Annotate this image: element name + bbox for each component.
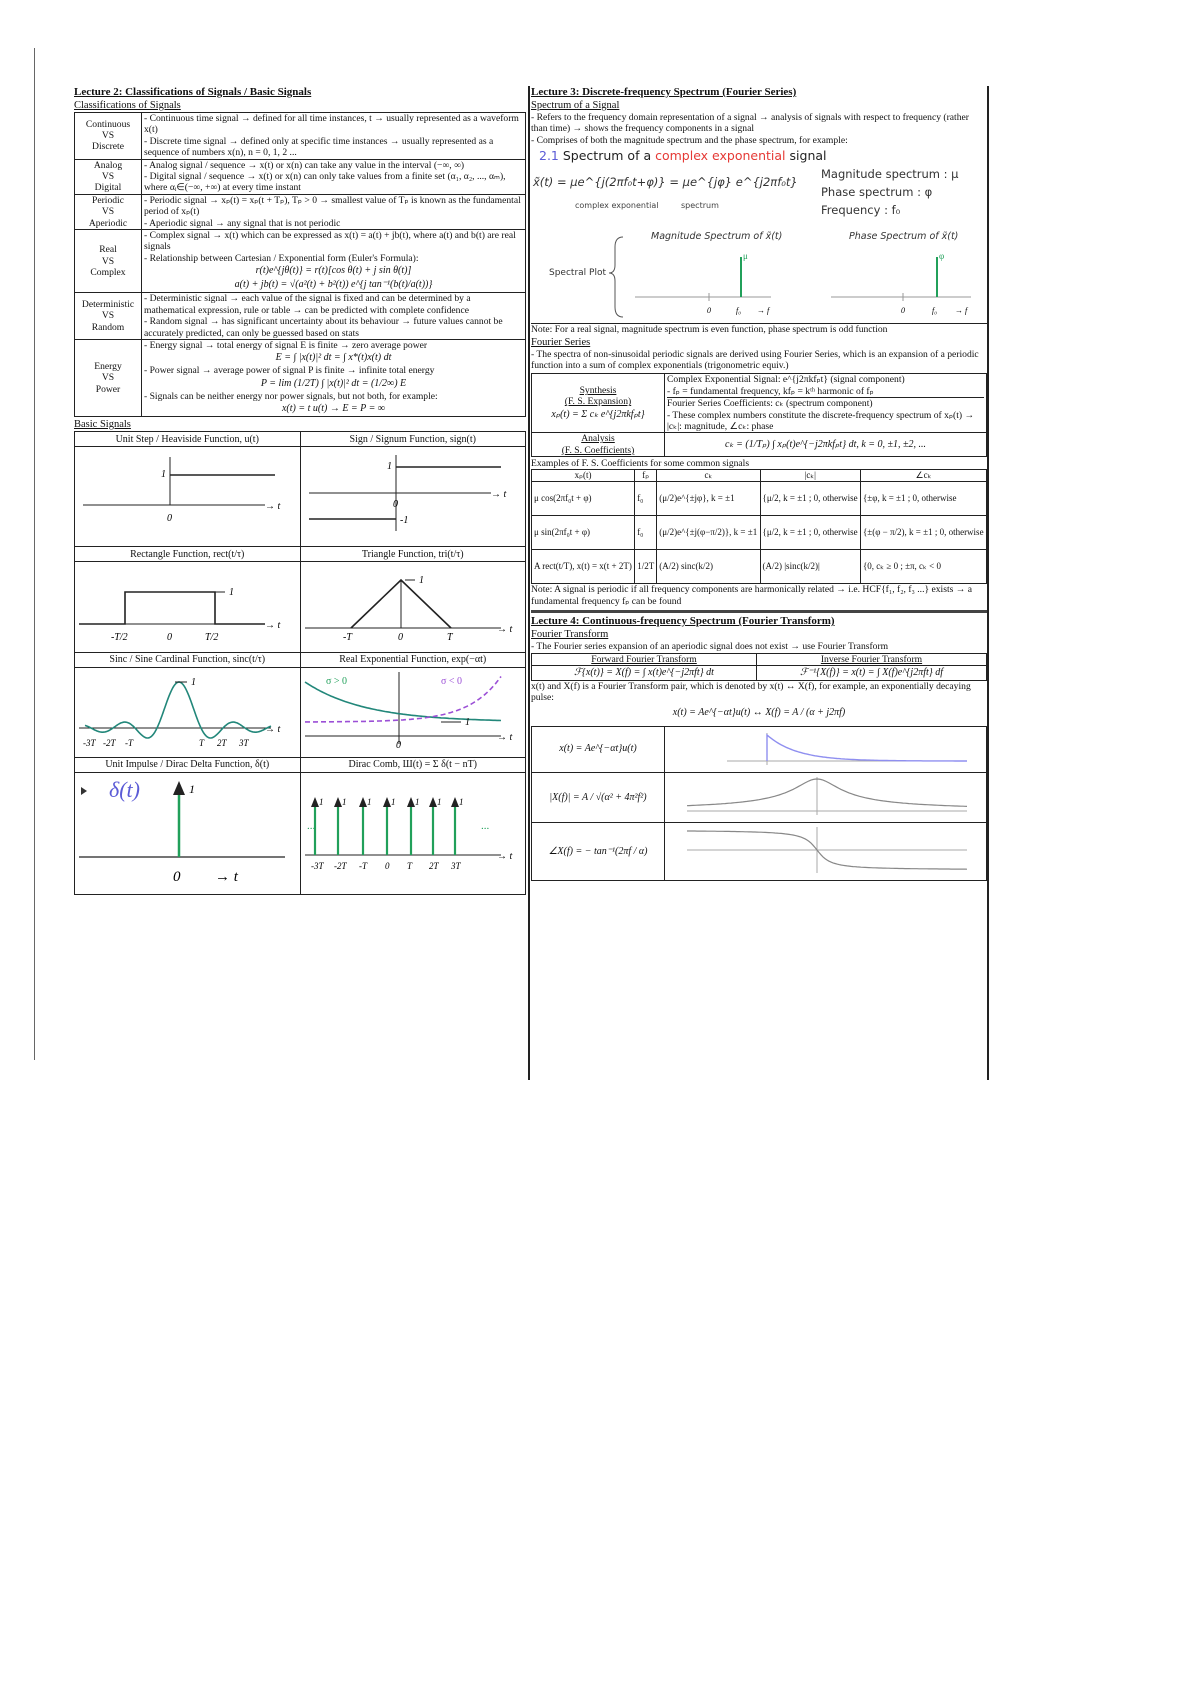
- euler-formula: r(t)e^{jθ(t)} = r(t)[cos θ(t) + j sin θ(t)]: [255, 265, 412, 277]
- spectrum-line: - Comprises of both the magnitude spectrum and the phase spectrum, for example:: [531, 134, 848, 146]
- energy-formula: E = ∫ |x(t)|² dt = ∫ x*(t)x(t) dt: [275, 352, 392, 364]
- svg-text:0: 0: [167, 632, 172, 644]
- lecture2-title: Lecture 2: Classifications of Signals / Basic Signals: [74, 86, 312, 98]
- svg-text:3T: 3T: [450, 860, 461, 871]
- analysis-formula: cₖ = (1/Tₚ) ∫ xₚ(t)e^{−j2πkfₚt} dt, k = 0, ±1, ±2, ...: [665, 433, 987, 456]
- table-row: |X(f)| = A / √(α² + 4π²f²): [532, 772, 987, 822]
- plot-caption: Dirac Comb, Ш(t) = Σ δ(t − nT): [300, 757, 526, 772]
- svg-text:-1: -1: [399, 515, 408, 527]
- svg-text:→ f: → f: [955, 306, 968, 316]
- inverse-ft-formula: ℱ⁻¹{X(f)} = x(t) = ∫ X(f)e^{j2πft} df: [757, 665, 987, 680]
- synthesis-formula: xₚ(t) = Σ cₖ e^{j2πkfₚt}: [551, 408, 645, 420]
- svg-text:Magnitude Spectrum of x̃(t): Magnitude Spectrum of x̃(t): [651, 231, 783, 243]
- delta-plot: [75, 772, 301, 894]
- left-column: [74, 86, 526, 895]
- row-content: - Analog signal / sequence → x(t) or x(n) can take any value in the interval (−∞, ∞) - Digital signal / sequence → x(t) or x(n) can only take values from a finite set (α₁, α₂, ..., αₘ), where αᵢ∈(−∞, +∞) at every time instant: [142, 159, 526, 194]
- comb-weight: 1: [436, 796, 441, 807]
- row-label: Energy VS Power: [75, 339, 142, 416]
- svg-text:0: 0: [384, 860, 389, 871]
- svg-text:1: 1: [229, 587, 234, 599]
- classifications-heading: Classifications of Signals: [74, 100, 181, 111]
- pulse-time-plot: [665, 726, 987, 772]
- svg-text:0: 0: [173, 868, 181, 885]
- comb-weight: 1: [390, 796, 395, 807]
- row-label: Real VS Complex: [75, 230, 142, 293]
- svg-text:1: 1: [386, 461, 392, 473]
- svg-text:1: 1: [161, 469, 166, 481]
- comb-arrow: [429, 797, 437, 807]
- unit-step-plot: [75, 447, 301, 547]
- comb-weight: 1: [458, 796, 463, 807]
- svg-text:T: T: [406, 860, 412, 871]
- spectrum-heading: Spectrum of a Signal: [531, 100, 620, 111]
- fs-examples-table: [531, 469, 987, 584]
- row-label: Analog VS Digital: [75, 159, 142, 194]
- svg-text:0: 0: [395, 739, 401, 751]
- plot-caption: Sinc / Sine Cardinal Function, sinc(t/τ): [75, 652, 301, 667]
- sinc-plot: [75, 667, 301, 757]
- lecture3-title: Lecture 3: Discrete-frequency Spectrum (Fourier Series): [531, 86, 797, 98]
- lecture4-title: Lecture 4: Continuous-frequency Spectrum (Fourier Transform): [531, 615, 835, 628]
- spectrum-legend: Magnitude spectrum : μ Phase spectrum : φ Frequency : f₀: [821, 167, 959, 218]
- fourier-series-line: - The spectra of non-sinusoidal periodic signals are derived using Fourier Series, which is an expansion of a periodic function into a sum of complex exponentials (trigonometric equiv.): [531, 348, 979, 372]
- note-periodic: Note: A signal is periodic if all frequency components are harmonically related → i.e. HCF{f₁, f₂, f₃ ...} exists → a fundamental frequency fₚ can be found: [531, 584, 972, 607]
- row-content: - Deterministic signal → each value of the signal is fixed and can be determined by a mathematical expression, rule or table → can be predicted with complete confidence - Random signal → has significant uncertainty about its behaviour → future values cannot be accurately predicted, can only be guessed based on stats: [142, 293, 526, 340]
- svg-text:-T: -T: [358, 860, 367, 871]
- svg-text:→ t: → t: [265, 501, 281, 513]
- comb-arrow: [359, 797, 367, 807]
- svg-text:1: 1: [464, 716, 470, 728]
- plot-caption: Real Exponential Function, exp(−αt): [300, 652, 526, 667]
- ft-pair-formula: x(t) = Ae^{−αt}u(t) ↔ X(f) = A / (α + j2πf): [672, 706, 846, 718]
- svg-text:-T: -T: [342, 632, 352, 644]
- svg-text:→ t: → t: [496, 731, 512, 743]
- spectral-plot-block: [531, 227, 987, 323]
- note-real-signal: Note: For a real signal, magnitude spectrum is even function, phase spectrum is odd function: [531, 323, 987, 335]
- svg-text:1: 1: [191, 676, 196, 688]
- svg-text:-2T: -2T: [103, 737, 116, 748]
- basic-signals-heading: Basic Signals: [74, 419, 131, 431]
- right-column: [531, 86, 987, 881]
- subsection-2-1: 2.1 Spectrum of a complex exponential signal: [539, 148, 827, 164]
- table-row: Synthesis (F. S. Expansion) xₚ(t) = Σ cₖ e^{j2πkfₚt} Complex Exponential Signal: e^{j2πkfₚt} (signal component) - fₚ = fundamental frequency, kfₚ = kᵗʰ harmonic of fₚ Fourier Series Coefficients: cₖ (spectrum component) - These complex numbers constitute the discrete-frequency spectrum of xₚ(t) → |cₖ|: magnitude, ∠cₖ: phase: [532, 374, 987, 433]
- comb-arrow: [383, 797, 391, 807]
- svg-text:T: T: [199, 737, 205, 748]
- column-divider: [528, 86, 530, 1080]
- complex-exp-block: x̃(t) = μe^{j(2πf₀t+φ)} = μe^{jφ} e^{j2πf₀t} complex exponential spectrum Magnitude spectrum : μ Phase spectrum : φ Frequency : f₀: [533, 167, 959, 218]
- svg-text:0: 0: [707, 306, 711, 316]
- triangle-plot: [300, 562, 526, 652]
- plot-caption: Sign / Signum Function, sign(t): [300, 432, 526, 447]
- svg-text:...: ...: [306, 819, 315, 832]
- svg-text:-3T: -3T: [310, 860, 324, 871]
- svg-text:→ t: → t: [490, 489, 506, 501]
- page-edge-line: [34, 48, 35, 1060]
- svg-text:0: 0: [397, 632, 403, 644]
- svg-text:0: 0: [392, 499, 398, 511]
- example-formula: x(t) = t u(t) → E = P = ∞: [281, 403, 385, 415]
- examples-heading: Examples of F. S. Coefficients for some common signals: [531, 457, 750, 469]
- row-label: Periodic VS Aperiodic: [75, 194, 142, 229]
- synthesis-analysis-table: [531, 373, 987, 456]
- comb-weight: 1: [318, 796, 323, 807]
- svg-text:→ f: → f: [757, 306, 770, 316]
- table-row: [75, 339, 526, 416]
- svg-text:f₀: f₀: [932, 306, 938, 316]
- classifications-table: [74, 112, 526, 417]
- comb-arrow: [451, 797, 459, 807]
- svg-text:2T: 2T: [217, 737, 227, 748]
- forward-ft-formula: ℱ{x(t)} = X(f) = ∫ x(t)e^{−j2πft} dt: [532, 665, 757, 680]
- table-row: [75, 194, 526, 229]
- exp-plot: [300, 667, 526, 757]
- complex-exp-formula: x̃(t) = μe^{j(2πf₀t+φ)} = μe^{jφ} e^{j2πf₀t}: [533, 175, 798, 190]
- svg-text:f₀: f₀: [736, 306, 742, 316]
- signum-plot: [300, 447, 526, 547]
- spectrum-line: - Refers to the frequency domain representation of a signal → analysis of signals with respect to frequency (rather than time) → shows the frequency components in a signal: [531, 112, 969, 135]
- fourier-transform-heading: Fourier Transform: [531, 629, 609, 641]
- svg-text:...: ...: [480, 819, 489, 832]
- plot-caption: Unit Impulse / Dirac Delta Function, δ(t): [75, 757, 301, 772]
- svg-text:1: 1: [189, 781, 195, 796]
- table-row: μ sin(2πf₀t + φ) f₀ (μ/2)e^{±j(φ−π/2)}, k = ±1 {μ/2, k = ±1 ; 0, otherwise {±(φ − π/2), k = ±1 ; 0, otherwise: [532, 516, 987, 550]
- svg-text:→ t: → t: [496, 850, 512, 862]
- plot-caption: Unit Step / Heaviside Function, u(t): [75, 432, 301, 447]
- table-row: [75, 113, 526, 160]
- svg-text:→ t: → t: [496, 624, 512, 636]
- comb-arrow: [311, 797, 319, 807]
- rect-plot: [75, 562, 301, 652]
- table-row: x(t) = Ae^{−αt}u(t): [532, 726, 987, 772]
- svg-text:T: T: [446, 632, 453, 644]
- row-content: - Continuous time signal → defined for all time instances, t → usually represented as a waveform x(t) - Discrete time signal → defined only at specific time instances → usually represented as a sequence of numbers x(n), n = 0, 1, 2 ...: [142, 113, 526, 160]
- row-label: Deterministic VS Random: [75, 293, 142, 340]
- pulse-phase-plot: [665, 823, 987, 881]
- table-row: Analysis (F. S. Coefficients) cₖ = (1/Tₚ) ∫ xₚ(t)e^{−j2πkfₚt} dt, k = 0, ±1, ±2, ...: [532, 433, 987, 456]
- svg-text:-T/2: -T/2: [111, 632, 128, 644]
- comb-weight: 1: [414, 796, 419, 807]
- svg-text:→ t: → t: [265, 723, 281, 735]
- svg-text:2T: 2T: [428, 860, 439, 871]
- power-formula: P = lim (1/2T) ∫ |x(t)|² dt = (1/2∞) E: [260, 377, 407, 389]
- exp-pulse-table: [531, 726, 987, 882]
- table-row: [75, 293, 526, 340]
- plot-caption: Triangle Function, tri(t/τ): [300, 547, 526, 562]
- comb-weight: 1: [366, 796, 371, 807]
- ft-pair-line: x(t) and X(f) is a Fourier Transform pair, which is denoted by x(t) ↔ X(f), for example, an exponentially decaying pulse:: [531, 680, 971, 704]
- row-content: - Periodic signal → xₚ(t) = xₚ(t + Tₚ), Tₚ > 0 → smallest value of Tₚ is known as the fundamental period of xₚ(t) - Aperiodic signal → any signal that is not periodic: [142, 194, 526, 229]
- svg-text:φ: φ: [939, 251, 945, 262]
- dirac-comb-plot: [300, 772, 526, 894]
- svg-text:3T: 3T: [239, 737, 249, 748]
- row-content: - Energy signal → total energy of signal E is finite → zero average power E = ∫ |x(t)|² dt = ∫ x*(t)x(t) dt - Power signal → average power of signal P is finite → infinite total energy P = lim (1/2T) ∫ |x(t)|² dt = (1/2∞) E - Signals can be neither energy nor power signals, but not both, for example: x(t) = t u(t) → E = P = ∞: [142, 339, 526, 416]
- table-row: ∠X(f) = − tan⁻¹(2πf / α): [532, 823, 987, 881]
- svg-text:Spectral Plot: Spectral Plot: [549, 268, 606, 279]
- fourier-series-heading: Fourier Series: [531, 336, 591, 348]
- row-content: - Complex signal → x(t) which can be expressed as x(t) = a(t) + jb(t), where a(t) and b(t) are real signals - Relationship between Cartesian / Exponential form (Euler's Formula): r(t)e^{jθ(t)} = r(t)[cos θ(t) + j sin θ(t)] a(t) + jb(t) = √(a²(t) + b²(t)) e^{j tan⁻¹(b(t)/a(t))}: [142, 230, 526, 293]
- svg-text:μ: μ: [743, 251, 748, 262]
- polar-formula: a(t) + jb(t) = √(a²(t) + b²(t)) e^{j tan⁻¹(b(t)/a(t))}: [234, 279, 433, 291]
- table-row: μ cos(2πf₀t + φ) f₀ (μ/2)e^{±jφ}, k = ±1 {μ/2, k = ±1 ; 0, otherwise {±φ, k = ±1 ; 0, otherwise: [532, 482, 987, 516]
- comb-weight: 1: [341, 796, 346, 807]
- svg-text:-T: -T: [125, 737, 134, 748]
- row-label: Continuous VS Discrete: [75, 113, 142, 160]
- comb-arrow: [407, 797, 415, 807]
- comb-arrow: [334, 797, 342, 807]
- table-row: [75, 230, 526, 293]
- fourier-transform-line: - The Fourier series expansion of an aperiodic signal does not exist → use Fourier Transform: [531, 641, 889, 653]
- svg-text:σ < 0: σ < 0: [440, 675, 462, 687]
- delta-symbol: δ(t): [109, 776, 140, 802]
- svg-text:0: 0: [901, 306, 905, 316]
- basic-signals-grid: [74, 431, 526, 895]
- svg-text:0: 0: [167, 513, 172, 525]
- ft-pair-table: Forward Fourier Transform Inverse Fourier Transform ℱ{x(t)} = X(f) = ∫ x(t)e^{−j2πft} dt ℱ⁻¹{X(f)} = x(t) = ∫ X(f)e^{j2πft} df: [531, 653, 987, 681]
- table-header-row: xₚ(t) fₚ cₖ |cₖ| ∠cₖ: [532, 470, 987, 482]
- plot-caption: Rectangle Function, rect(t/τ): [75, 547, 301, 562]
- table-row: A rect(t/T), x(t) = x(t + 2T) 1/2T (A/2) sinc(k/2) (A/2) |sinc(k/2)| {0, cₖ ≥ 0 ; ±π, cₖ < 0: [532, 550, 987, 584]
- svg-text:1: 1: [418, 575, 424, 587]
- svg-text:-2T: -2T: [333, 860, 347, 871]
- svg-text:σ > 0: σ > 0: [325, 675, 347, 687]
- svg-text:→ t: → t: [215, 868, 238, 885]
- table-row: [75, 159, 526, 194]
- right-border: [987, 86, 989, 1080]
- svg-text:-3T: -3T: [83, 737, 96, 748]
- svg-text:Phase Spectrum of x̃(t): Phase Spectrum of x̃(t): [849, 231, 959, 243]
- svg-text:T/2: T/2: [205, 632, 219, 644]
- svg-text:→ t: → t: [265, 620, 281, 632]
- pulse-magnitude-plot: [665, 772, 987, 822]
